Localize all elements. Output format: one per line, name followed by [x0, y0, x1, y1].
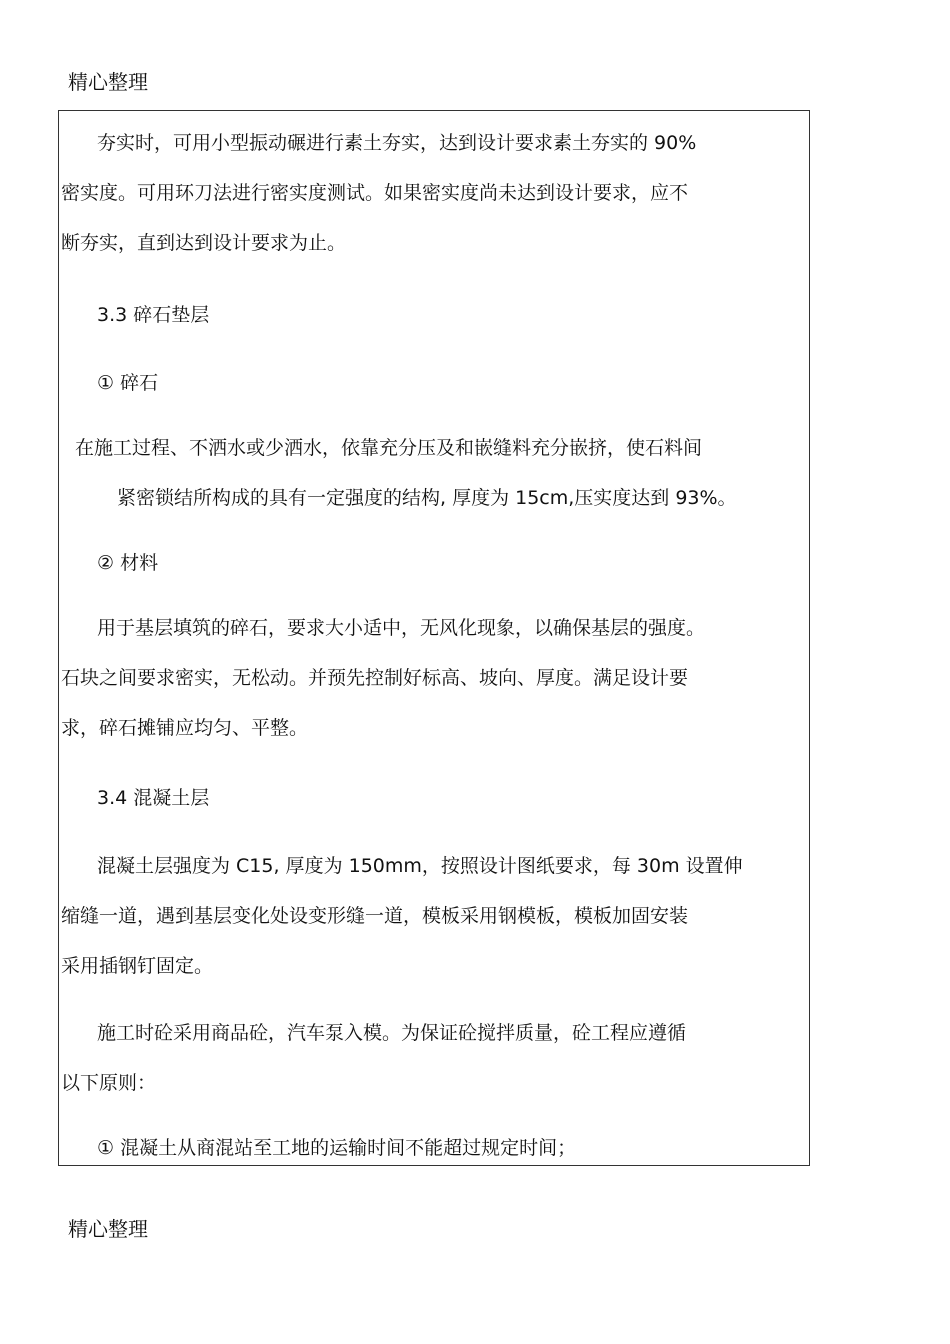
page-footer: 精心整理: [68, 1217, 148, 1241]
paragraph-line: 求，碎石摊铺应均匀、平整。: [61, 717, 309, 739]
section-heading-3-4: 3.4 混凝土层: [97, 787, 210, 809]
paragraph-line: 以下原则：: [61, 1072, 157, 1094]
paragraph-line: 在施工过程、不洒水或少洒水，依靠充分压及和嵌缝料充分嵌挤，使石料间: [75, 437, 703, 459]
paragraph-line: 断夯实，直到达到设计要求为止。: [61, 232, 347, 254]
paragraph-line: 密实度。可用环刀法进行密实度测试。如果密实度尚未达到设计要求，应不: [61, 182, 689, 204]
paragraph-line: 施工时砼采用商品砼，汽车泵入模。为保证砼搅拌质量，砼工程应遵循: [97, 1022, 687, 1044]
list-item-materials: ② 材料: [97, 552, 159, 574]
paragraph-line: 夯实时，可用小型振动碾进行素土夯实，达到设计要求素土夯实的 90%: [97, 132, 697, 154]
section-heading-3-3: 3.3 碎石垫层: [97, 304, 210, 326]
content-box: [58, 110, 810, 1166]
page-header: 精心整理: [68, 70, 148, 94]
paragraph-line: 紧密锁结所构成的具有一定强度的结构, 厚度为 15cm,压实度达到 93%。: [117, 487, 737, 509]
paragraph-line: 缩缝一道，遇到基层变化处设变形缝一道，模板采用钢模板，模板加固安装: [61, 905, 689, 927]
list-item-crushed-stone: ① 碎石: [97, 372, 159, 394]
paragraph-line: 用于基层填筑的碎石，要求大小适中，无风化现象，以确保基层的强度。: [97, 617, 706, 639]
paragraph-line: 采用插钢钉固定。: [61, 955, 214, 977]
paragraph-line: 石块之间要求密实，无松动。并预先控制好标高、坡向、厚度。满足设计要: [61, 667, 689, 689]
paragraph-line: 混凝土层强度为 C15, 厚度为 150mm，按照设计图纸要求，每 30m 设置伸: [97, 855, 743, 877]
list-item-transport-time: ① 混凝土从商混站至工地的运输时间不能超过规定时间；: [97, 1137, 577, 1159]
